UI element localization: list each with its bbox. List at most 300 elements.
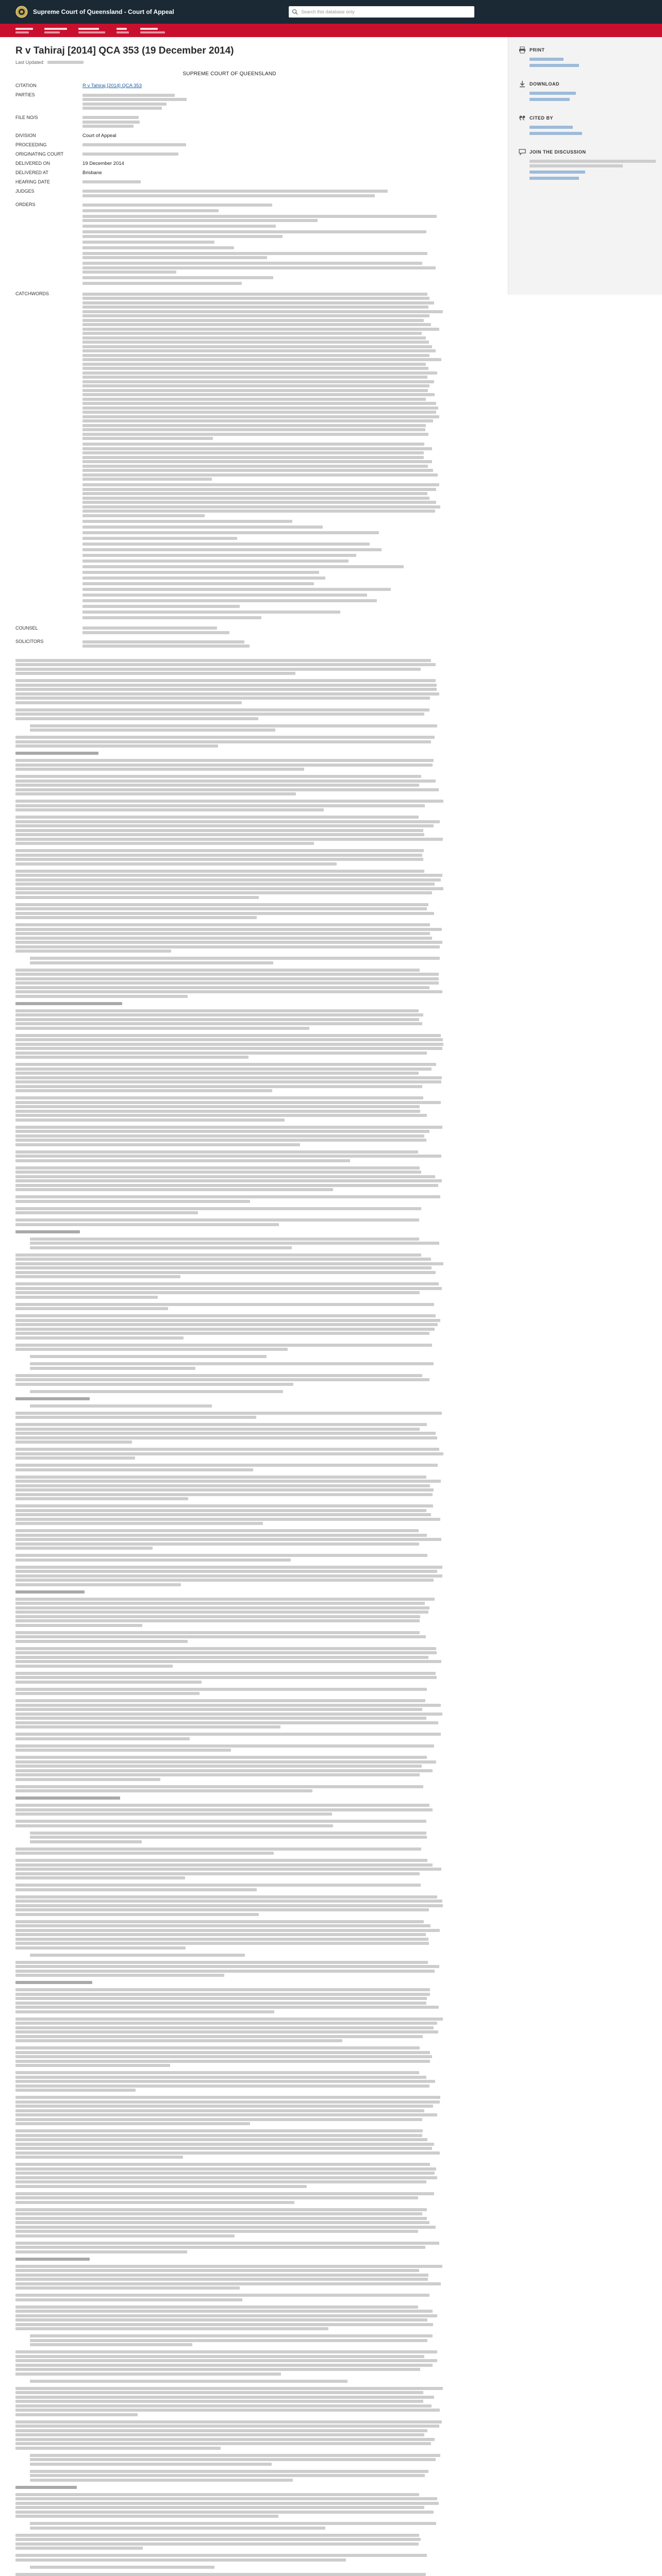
paragraph bbox=[82, 282, 443, 285]
sidebar bbox=[508, 37, 662, 295]
sidebar-link[interactable] bbox=[529, 126, 591, 129]
text-line-placeholder bbox=[15, 2138, 427, 2141]
text-line-placeholder bbox=[15, 1920, 424, 1923]
paragraph bbox=[15, 1448, 443, 1460]
text-line-placeholder bbox=[15, 1416, 256, 1419]
text-line-placeholder bbox=[15, 1397, 90, 1400]
text-line-placeholder bbox=[15, 2129, 423, 2132]
text-line-placeholder bbox=[82, 492, 427, 495]
text-line-placeholder bbox=[15, 2294, 429, 2297]
text-line-placeholder bbox=[15, 903, 428, 906]
paragraph bbox=[15, 708, 443, 720]
nav-item-label-placeholder bbox=[117, 28, 127, 30]
text-line-placeholder bbox=[15, 768, 304, 771]
text-line-placeholder bbox=[15, 1179, 442, 1182]
paragraph bbox=[15, 1390, 443, 1393]
text-line-placeholder bbox=[30, 1836, 427, 1839]
text-line-placeholder bbox=[15, 2355, 424, 2358]
paragraph bbox=[82, 241, 443, 244]
text-line-placeholder bbox=[15, 1789, 312, 1792]
text-line-placeholder bbox=[15, 1566, 442, 1569]
text-line-placeholder bbox=[15, 1579, 434, 1582]
text-line-placeholder bbox=[15, 2147, 432, 2150]
text-line-placeholder bbox=[15, 887, 443, 890]
meta-label: DIVISION bbox=[15, 132, 36, 138]
text-line-placeholder bbox=[82, 537, 237, 540]
paragraph bbox=[15, 1920, 443, 1950]
sidebar-heading-text: PRINT bbox=[529, 47, 545, 53]
paragraph bbox=[15, 1126, 443, 1146]
sidebar-link[interactable] bbox=[529, 98, 591, 101]
text-line-placeholder bbox=[15, 2298, 242, 2301]
text-line-placeholder bbox=[82, 103, 167, 106]
breadcrumb-nav bbox=[0, 24, 662, 37]
text-line-placeholder bbox=[15, 2196, 418, 2199]
text-line-placeholder bbox=[15, 2039, 342, 2042]
text-line-placeholder bbox=[15, 1218, 419, 1222]
text-line-placeholder bbox=[15, 1981, 92, 1984]
meta-label: CITATION bbox=[15, 83, 37, 88]
text-line-placeholder bbox=[30, 1367, 195, 1370]
sidebar-section-cited-by bbox=[519, 114, 652, 135]
paragraph bbox=[15, 1895, 443, 1916]
text-line-placeholder bbox=[15, 1101, 441, 1104]
text-line-placeholder bbox=[15, 1056, 249, 1059]
text-line-placeholder bbox=[82, 190, 388, 193]
text-line-placeholder bbox=[15, 2265, 442, 2268]
paragraph bbox=[82, 246, 443, 249]
text-line-placeholder bbox=[15, 1110, 420, 1113]
paragraph bbox=[15, 1374, 443, 1386]
text-line-placeholder bbox=[15, 2447, 221, 2450]
paragraph bbox=[82, 571, 443, 574]
text-line-placeholder bbox=[82, 219, 318, 222]
paragraph bbox=[82, 276, 443, 279]
meta-row bbox=[15, 169, 443, 178]
text-line-placeholder bbox=[82, 565, 404, 568]
text-line-placeholder bbox=[82, 94, 175, 97]
text-line-placeholder bbox=[15, 1436, 437, 1439]
text-line-placeholder bbox=[15, 842, 314, 845]
text-line-placeholder bbox=[15, 1480, 441, 1483]
paragraph bbox=[82, 520, 443, 523]
text-line-placeholder bbox=[15, 945, 440, 948]
text-line-placeholder bbox=[15, 1155, 441, 1158]
nav-item-value-placeholder bbox=[15, 31, 29, 33]
paragraph bbox=[15, 1961, 443, 1977]
paragraph bbox=[15, 849, 443, 866]
text-line-placeholder bbox=[15, 2051, 430, 2054]
text-line-placeholder bbox=[15, 1547, 153, 1550]
paragraph bbox=[15, 679, 443, 704]
text-line-placeholder bbox=[82, 209, 219, 212]
sidebar-link[interactable] bbox=[529, 132, 591, 135]
text-line-placeholder bbox=[15, 2134, 422, 2137]
meta-value: Court of Appeal bbox=[82, 132, 117, 139]
sidebar-heading bbox=[519, 46, 652, 54]
search-icon[interactable] bbox=[292, 9, 298, 15]
meta-label: PROCEEDING bbox=[15, 142, 47, 147]
citation-link[interactable]: R v Tahiraj [2014] QCA 353 bbox=[82, 83, 142, 89]
text-line-placeholder bbox=[15, 1383, 293, 1386]
text-line-placeholder bbox=[15, 1924, 431, 1927]
sidebar-link[interactable] bbox=[529, 171, 591, 174]
sidebar-heading-text: DOWNLOAD bbox=[529, 81, 559, 87]
text-line-placeholder bbox=[15, 1884, 421, 1887]
paragraph bbox=[15, 870, 443, 899]
paragraph bbox=[15, 1672, 443, 1684]
text-line-placeholder bbox=[82, 336, 426, 340]
text-line-placeholder bbox=[30, 1390, 283, 1393]
text-line-placeholder bbox=[15, 1423, 427, 1426]
meta-label: SOLICITORS bbox=[15, 639, 44, 644]
text-line-placeholder bbox=[82, 241, 214, 244]
text-line-placeholder bbox=[30, 1840, 142, 1843]
paragraph bbox=[15, 1529, 443, 1550]
text-line-placeholder bbox=[15, 2350, 437, 2353]
text-line-placeholder bbox=[15, 973, 439, 976]
text-line-placeholder bbox=[15, 1863, 433, 1867]
text-line-placeholder bbox=[15, 1374, 422, 1377]
text-line-placeholder bbox=[15, 2282, 441, 2285]
text-line-placeholder bbox=[15, 1296, 158, 1299]
text-line-placeholder bbox=[15, 2151, 440, 2155]
seal-icon[interactable] bbox=[15, 6, 28, 18]
paragraph bbox=[15, 1804, 443, 1816]
text-line-placeholder bbox=[15, 833, 424, 836]
text-line-placeholder bbox=[15, 2359, 437, 2362]
paragraph bbox=[15, 1954, 443, 1957]
paragraph bbox=[15, 1034, 443, 1059]
text-line-placeholder bbox=[15, 1188, 333, 1191]
nav-item[interactable] bbox=[117, 28, 129, 33]
text-line-placeholder bbox=[15, 688, 437, 691]
text-line-placeholder bbox=[15, 2387, 443, 2390]
paragraph bbox=[15, 923, 443, 953]
paragraph bbox=[15, 752, 443, 755]
text-line-placeholder bbox=[15, 1002, 122, 1005]
paragraph bbox=[15, 1218, 443, 1226]
text-line-placeholder bbox=[15, 2060, 430, 2063]
text-line-placeholder bbox=[15, 2438, 435, 2441]
text-line-placeholder bbox=[15, 1913, 259, 1916]
nav-item-value-placeholder bbox=[44, 31, 60, 33]
text-line-placeholder bbox=[82, 588, 391, 591]
text-line-placeholder bbox=[15, 1543, 419, 1546]
paragraph bbox=[15, 2387, 443, 2416]
paragraph bbox=[15, 1238, 443, 1249]
text-line-placeholder bbox=[82, 460, 432, 463]
text-line-placeholder bbox=[30, 728, 275, 732]
text-line-placeholder bbox=[15, 1640, 188, 1643]
text-line-placeholder bbox=[82, 393, 435, 396]
sidebar-link[interactable] bbox=[529, 92, 591, 95]
paragraph bbox=[15, 1344, 443, 1351]
text-line-placeholder bbox=[15, 713, 424, 716]
text-line-placeholder bbox=[82, 616, 261, 619]
paragraph bbox=[15, 1797, 443, 1800]
text-line-placeholder bbox=[15, 1456, 135, 1460]
last-updated-label: Last Updated: bbox=[15, 60, 45, 65]
text-line-placeholder bbox=[15, 1895, 437, 1899]
text-line-placeholder bbox=[30, 957, 440, 960]
text-line-placeholder bbox=[15, 1692, 200, 1695]
text-line-placeholder bbox=[15, 1323, 438, 1326]
text-line-placeholder bbox=[15, 1195, 440, 1198]
text-line-placeholder bbox=[30, 2380, 347, 2383]
paragraph bbox=[15, 2306, 443, 2331]
text-line-placeholder bbox=[82, 411, 436, 414]
paragraph bbox=[82, 611, 443, 614]
text-line-placeholder bbox=[15, 668, 421, 671]
text-line-placeholder bbox=[47, 61, 84, 64]
text-line-placeholder bbox=[15, 1223, 279, 1226]
text-line-placeholder bbox=[15, 1993, 430, 1996]
paragraph bbox=[15, 1785, 443, 1793]
text-line-placeholder bbox=[82, 514, 205, 517]
search-input[interactable] bbox=[289, 6, 474, 18]
text-line-placeholder bbox=[15, 941, 442, 944]
paragraph bbox=[15, 1362, 443, 1370]
text-line-placeholder bbox=[82, 520, 292, 523]
paragraph bbox=[15, 1282, 443, 1299]
text-line-placeholder bbox=[15, 969, 420, 972]
text-line-placeholder bbox=[82, 246, 234, 249]
text-line-placeholder bbox=[15, 1150, 418, 1154]
text-line-placeholder bbox=[82, 433, 428, 436]
text-line-placeholder bbox=[15, 1852, 274, 1855]
meta-label: PARTIES bbox=[15, 92, 35, 97]
meta-label: ORIGINATING COURT bbox=[15, 151, 64, 157]
text-line-placeholder bbox=[15, 1598, 435, 1601]
nav-item-label-placeholder bbox=[15, 28, 33, 30]
meta-label: FILE NO/S bbox=[15, 114, 38, 120]
text-line-placeholder bbox=[15, 1574, 442, 1578]
text-line-placeholder bbox=[15, 1997, 427, 2000]
text-line-placeholder bbox=[15, 1130, 429, 1133]
text-line-placeholder bbox=[15, 804, 425, 807]
text-line-placeholder bbox=[15, 1378, 429, 1381]
judgment-metadata-table bbox=[15, 82, 443, 652]
text-line-placeholder bbox=[15, 2442, 431, 2445]
nav-item-label-placeholder bbox=[140, 28, 158, 30]
text-line-placeholder bbox=[15, 2100, 440, 2104]
text-line-placeholder bbox=[15, 1820, 426, 1823]
text-line-placeholder bbox=[15, 1824, 333, 1827]
text-line-placeholder bbox=[15, 916, 257, 919]
text-line-placeholder bbox=[15, 1509, 426, 1512]
paragraph bbox=[15, 2208, 443, 2238]
text-line-placeholder bbox=[15, 1175, 435, 1178]
download-icon bbox=[519, 80, 526, 88]
text-line-placeholder bbox=[82, 235, 283, 238]
paragraph bbox=[82, 443, 443, 481]
text-line-placeholder bbox=[82, 328, 439, 331]
text-line-placeholder bbox=[15, 792, 296, 795]
paragraph bbox=[82, 605, 443, 608]
text-line-placeholder bbox=[15, 701, 242, 704]
nav-item-value-placeholder bbox=[78, 31, 105, 33]
text-line-placeholder bbox=[82, 262, 422, 265]
text-line-placeholder bbox=[15, 1038, 443, 1041]
text-line-placeholder bbox=[82, 582, 314, 585]
meta-value bbox=[82, 114, 443, 132]
text-line-placeholder bbox=[15, 896, 259, 899]
sidebar-link[interactable] bbox=[529, 177, 591, 180]
meta-row bbox=[15, 132, 443, 141]
paragraph bbox=[15, 2163, 443, 2188]
paragraph bbox=[15, 2242, 443, 2253]
paragraph bbox=[82, 252, 443, 260]
text-line-placeholder bbox=[82, 451, 424, 454]
text-line-placeholder bbox=[15, 1291, 420, 1294]
text-line-placeholder bbox=[15, 1085, 422, 1088]
text-line-placeholder bbox=[82, 465, 428, 468]
text-line-placeholder bbox=[15, 2310, 433, 2313]
nav-item-value-placeholder bbox=[117, 31, 129, 33]
paragraph bbox=[15, 2350, 443, 2376]
text-line-placeholder bbox=[82, 354, 429, 357]
text-line-placeholder bbox=[15, 1704, 441, 1707]
text-line-placeholder bbox=[15, 2071, 419, 2074]
text-line-placeholder bbox=[15, 759, 434, 762]
text-line-placeholder bbox=[15, 1602, 425, 1605]
meta-value bbox=[82, 141, 443, 150]
text-line-placeholder bbox=[15, 1468, 253, 1471]
site-title-link[interactable]: Supreme Court of Queensland - Court of Appeal bbox=[33, 8, 174, 15]
paragraph bbox=[82, 204, 443, 207]
paragraph bbox=[82, 209, 443, 212]
text-line-placeholder bbox=[82, 611, 340, 614]
text-line-placeholder bbox=[82, 456, 424, 459]
text-line-placeholder bbox=[15, 2089, 136, 2092]
text-line-placeholder bbox=[15, 1619, 420, 1622]
text-line-placeholder bbox=[30, 2479, 293, 2482]
text-line-placeholder bbox=[15, 672, 295, 675]
text-line-placeholder bbox=[15, 1725, 280, 1728]
text-line-placeholder bbox=[30, 2527, 325, 2530]
text-line-placeholder bbox=[15, 1448, 439, 1451]
text-line-placeholder bbox=[15, 1615, 420, 1618]
text-line-placeholder bbox=[15, 1717, 426, 1720]
text-line-placeholder bbox=[82, 554, 356, 557]
text-line-placeholder bbox=[82, 276, 273, 279]
text-line-placeholder bbox=[15, 2404, 432, 2408]
meta-row bbox=[15, 91, 443, 114]
text-line-placeholder bbox=[15, 1769, 433, 1772]
text-line-placeholder bbox=[82, 270, 176, 274]
text-line-placeholder bbox=[15, 1681, 202, 1684]
nav-item[interactable] bbox=[15, 28, 33, 33]
text-line-placeholder bbox=[15, 800, 443, 803]
paragraph bbox=[15, 969, 443, 998]
text-line-placeholder bbox=[82, 437, 213, 440]
paragraph bbox=[15, 775, 443, 795]
text-line-placeholder bbox=[15, 950, 171, 953]
paragraph bbox=[15, 1009, 443, 1030]
meta-row bbox=[15, 624, 443, 638]
text-line-placeholder bbox=[15, 1647, 436, 1650]
nav-item[interactable] bbox=[44, 28, 67, 33]
text-line-placeholder bbox=[15, 1412, 442, 1415]
text-line-placeholder bbox=[15, 2396, 434, 2399]
paragraph bbox=[15, 1476, 443, 1501]
text-line-placeholder bbox=[82, 428, 425, 431]
sidebar-section-print bbox=[519, 46, 652, 67]
meta-value bbox=[82, 290, 443, 624]
text-line-placeholder bbox=[15, 2274, 428, 2277]
text-line-placeholder bbox=[15, 1699, 425, 1702]
text-line-placeholder bbox=[15, 1672, 436, 1675]
paragraph bbox=[15, 1230, 443, 1233]
paragraph bbox=[82, 526, 443, 529]
text-line-placeholder bbox=[15, 2242, 439, 2245]
nav-item[interactable] bbox=[78, 28, 105, 33]
text-line-placeholder bbox=[15, 1656, 428, 1659]
text-line-placeholder bbox=[82, 314, 429, 317]
text-line-placeholder bbox=[15, 1808, 433, 1811]
sidebar-heading bbox=[519, 148, 652, 156]
text-line-placeholder bbox=[82, 501, 436, 504]
text-line-placeholder bbox=[82, 256, 267, 259]
text-line-placeholder bbox=[15, 1171, 421, 1174]
text-line-placeholder bbox=[15, 1812, 332, 1816]
paragraph bbox=[15, 2486, 443, 2489]
sidebar-link[interactable] bbox=[529, 64, 591, 67]
paragraph bbox=[15, 1988, 443, 2013]
text-line-placeholder bbox=[30, 2474, 425, 2477]
paragraph bbox=[15, 1464, 443, 1471]
paragraph bbox=[15, 2129, 443, 2159]
text-line-placeholder bbox=[15, 1733, 441, 1736]
paragraph bbox=[15, 1733, 443, 1740]
nav-item[interactable] bbox=[140, 28, 165, 33]
paragraph bbox=[15, 1590, 443, 1594]
meta-label: COUNSEL bbox=[15, 625, 38, 631]
paragraph bbox=[15, 1820, 443, 1827]
sidebar-link[interactable] bbox=[529, 58, 591, 61]
paragraph bbox=[15, 1314, 443, 1340]
text-line-placeholder bbox=[15, 1344, 432, 1347]
text-line-placeholder bbox=[82, 215, 437, 218]
text-line-placeholder bbox=[82, 443, 424, 446]
text-line-placeholder bbox=[15, 1631, 420, 1634]
text-line-placeholder bbox=[15, 854, 422, 857]
text-line-placeholder bbox=[15, 1708, 422, 1711]
meta-row bbox=[15, 82, 443, 91]
text-line-placeholder bbox=[82, 371, 437, 375]
text-line-placeholder bbox=[15, 1105, 420, 1108]
text-line-placeholder bbox=[15, 2246, 425, 2249]
text-line-placeholder bbox=[82, 252, 427, 255]
text-line-placeholder bbox=[529, 132, 582, 135]
text-line-placeholder bbox=[15, 1513, 431, 1516]
text-line-placeholder bbox=[15, 1080, 441, 1083]
meta-value: Brisbane bbox=[82, 170, 102, 176]
text-line-placeholder bbox=[82, 497, 429, 500]
text-line-placeholder bbox=[15, 1018, 419, 1021]
text-line-placeholder bbox=[15, 2323, 433, 2326]
text-line-placeholder bbox=[15, 1522, 263, 1525]
text-line-placeholder bbox=[82, 505, 440, 509]
text-line-placeholder bbox=[15, 679, 436, 682]
text-line-placeholder bbox=[15, 736, 435, 739]
text-line-placeholder bbox=[15, 659, 431, 662]
sidebar-heading-text: CITED BY bbox=[529, 115, 554, 121]
text-line-placeholder bbox=[15, 1778, 160, 1781]
text-line-placeholder bbox=[15, 1518, 440, 1521]
text-line-placeholder bbox=[15, 928, 442, 931]
